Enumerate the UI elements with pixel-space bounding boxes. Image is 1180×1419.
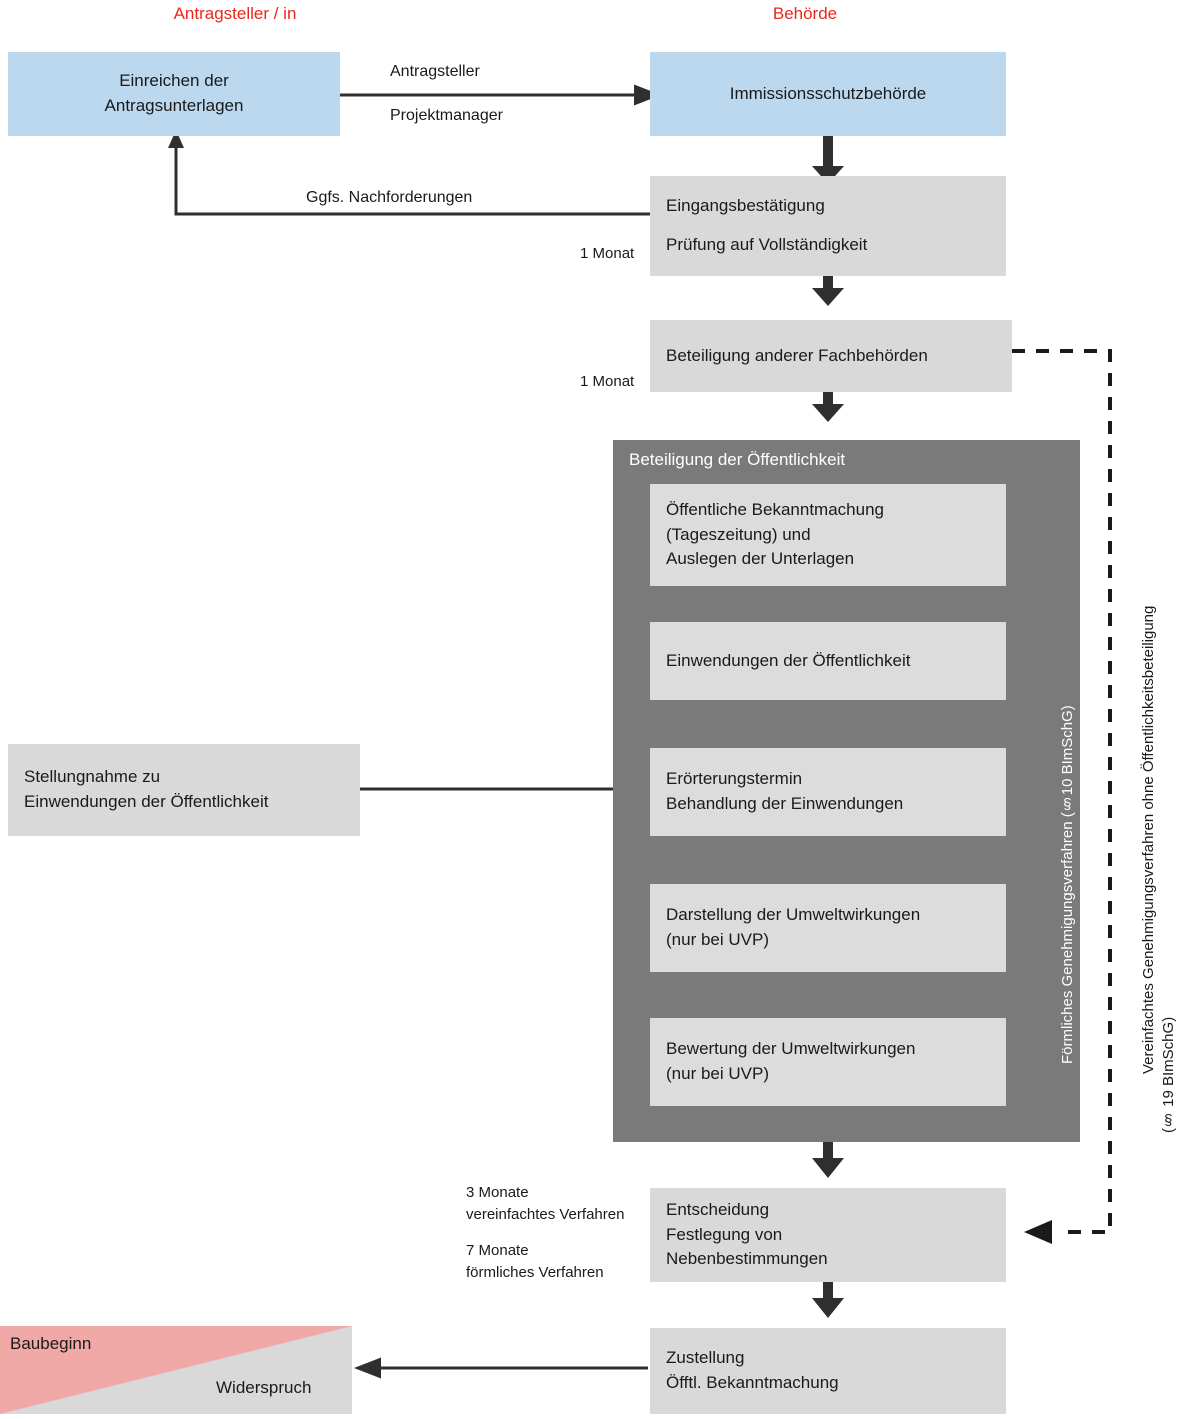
box-decision <box>650 1188 1006 1282</box>
edge-label-three-months <box>466 1182 624 1226</box>
box-statement-line2: Einwendungen der Öffentlichkeit <box>24 792 269 811</box>
box-objections <box>650 622 1006 700</box>
box-announcement-line2: (Tageszeitung) und <box>666 524 811 544</box>
label-widerspruch: Widerspruch <box>216 1378 312 1397</box>
box-receipt-line2: Prüfung auf Vollständigkeit <box>666 235 868 254</box>
box-delivery-line2: Öfftl. Bekanntmachung <box>666 1373 839 1392</box>
edge-label-one-month-a: 1 Monat <box>580 245 635 262</box>
box-start-or-objection <box>0 1326 352 1414</box>
box-submit-application <box>8 52 340 136</box>
box-statement-line1: Stellungnahme zu <box>24 767 161 787</box>
edge-label-seven-months-line1: 7 Monate <box>466 1242 529 1259</box>
box-decision-line2: Festlegung von <box>666 1224 783 1244</box>
box-presentation-line1: Darstellung der Umweltwirkungen <box>666 905 921 925</box>
side-label-simplified-line1: Vereinfachtes Genehmigungsverfahren ohne Öffentlichkeitsbeteiligung <box>1140 605 1157 1075</box>
box-announcement-line1: Öffentliche Bekanntmachung <box>666 500 884 520</box>
box-announcement-line3: Auslegen der Unterlagen <box>666 549 855 569</box>
edge-label-three-months-line1: 3 Monate <box>466 1184 529 1201</box>
box-decision-line1: Entscheidung <box>666 1200 770 1220</box>
box-public-announcement <box>650 484 1006 586</box>
box-environmental-evaluation <box>650 1018 1006 1106</box>
box-evaluation-line2: (nur bei UVP) <box>666 1064 769 1083</box>
side-label-formal-procedure: Förmliches Genehmigungsverfahren (§10 BImSchG) <box>1059 705 1076 1065</box>
side-label-simplified-line2: (§ 19 BImSchG) <box>1160 1016 1177 1134</box>
box-hearing-line2: Behandlung der Einwendungen <box>666 794 904 813</box>
edge-label-additional-requests: Ggfs. Nachforderungen <box>306 189 473 206</box>
box-authority-label: Immissionsschutzbehörde <box>729 83 927 103</box>
box-other-authorities-label: Beteiligung anderer Fachbehörden <box>666 345 928 365</box>
box-receipt-completeness <box>650 176 1006 276</box>
edge-label-one-month-b: 1 Monat <box>580 373 635 390</box>
box-delivery <box>650 1328 1006 1414</box>
box-receipt-line1: Eingangsbestätigung <box>666 196 825 216</box>
box-delivery-line1: Zustellung <box>666 1348 745 1368</box>
box-hearing <box>650 748 1006 836</box>
box-submit-line2: Antragsunterlagen <box>104 96 244 115</box>
edge-label-seven-months <box>466 1240 604 1284</box>
label-baubeginn: Baubeginn <box>10 1334 92 1353</box>
box-other-authorities <box>650 320 1012 392</box>
box-statement-objections <box>8 744 360 836</box>
edge-label-project-manager: Projektmanager <box>390 107 503 124</box>
edge-label-seven-months-line2: förmliches Verfahren <box>466 1263 604 1281</box>
box-objections-label: Einwendungen der Öffentlichkeit <box>666 650 911 670</box>
edge-label-applicant: Antragsteller <box>390 63 480 80</box>
box-submit-line1: Einreichen der <box>119 71 229 91</box>
box-hearing-line1: Erörterungstermin <box>666 769 803 789</box>
box-environmental-presentation <box>650 884 1006 972</box>
group-public-participation-title: Beteiligung der Öffentlichkeit <box>629 450 846 469</box>
box-immissionsschutzbehoerde <box>650 52 1006 136</box>
box-decision-line3: Nebenbestimmungen <box>666 1249 828 1269</box>
box-presentation-line2: (nur bei UVP) <box>666 930 769 949</box>
edge-label-three-months-line2: vereinfachtes Verfahren <box>466 1205 625 1223</box>
column-header-applicant: Antragsteller / in <box>173 4 297 23</box>
column-header-authority: Behörde <box>772 4 838 23</box>
box-evaluation-line1: Bewertung der Umweltwirkungen <box>666 1039 916 1059</box>
